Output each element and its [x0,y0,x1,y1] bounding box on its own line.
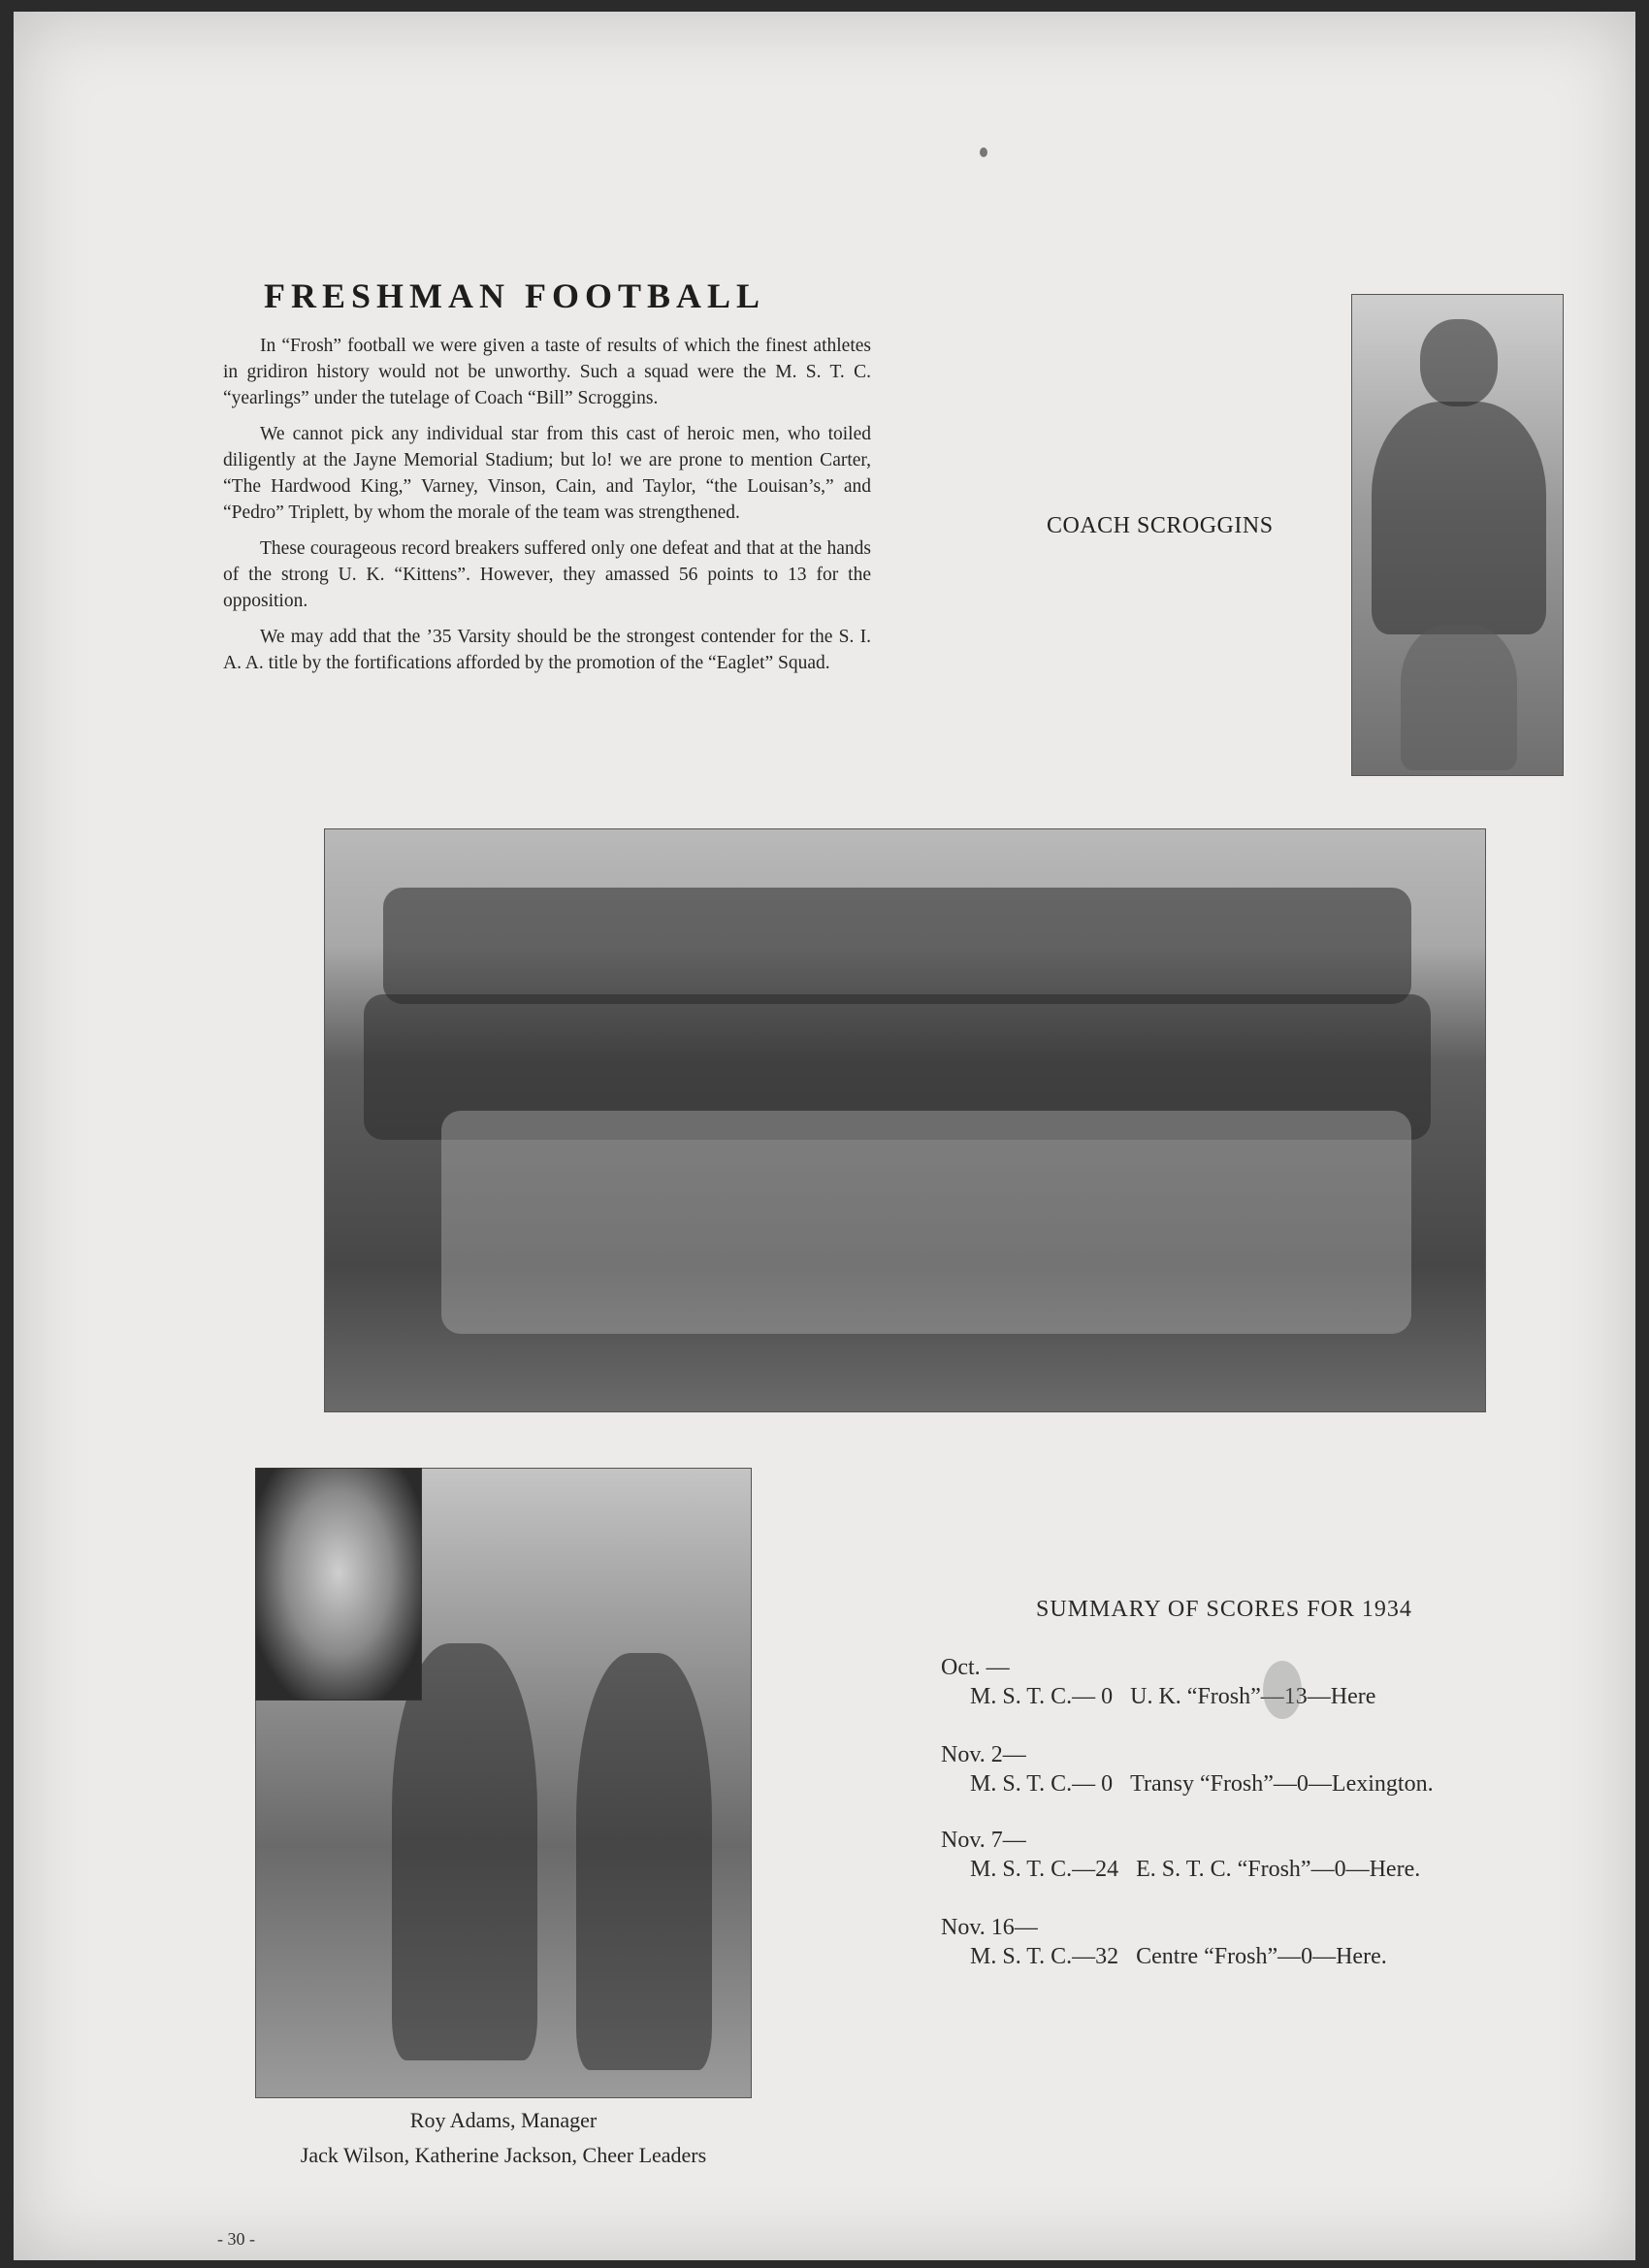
coach-caption: COACH SCROGGINS [1047,513,1274,538]
cheerleader-caption-line: Jack Wilson, Katherine Jackson, Cheer Leaders [300,2143,707,2167]
score-entry [941,1740,1434,1798]
score-entry [941,1826,1420,1884]
team-photo [324,828,1486,1412]
manager-caption [208,2103,799,2173]
paragraph: These courageous record breakers suffered only one defeat and that at the hands of the strong U. K. “Kittens”. However, they amassed 56 points to 13 for the opposition. [223,538,871,611]
game-result: M. S. T. C.—32 Centre “Frosh”—0—Here. [970,1944,1387,1969]
game-date: Nov. 7— [941,1828,1026,1853]
game-result: M. S. T. C.— 0 U. K. “Frosh”—13—Here [970,1684,1376,1709]
paragraph: We may add that the ’35 Varsity should be the strongest contender for the S. I. A. A. title by the fortifications afforded by the promotion of the “Eaglet” Squad. [223,627,871,673]
scores-heading: SUMMARY OF SCORES FOR 1934 [1036,1597,1412,1622]
page-title: FRESHMAN FOOTBALL [264,276,766,315]
score-entry [941,1653,1375,1711]
score-entry [941,1913,1387,1971]
game-date: Nov. 2— [941,1742,1026,1767]
game-result: M. S. T. C.— 0 Transy “Frosh”—0—Lexington. [970,1771,1434,1797]
paragraph: In “Frosh” football we were given a taste of results of which the finest athletes in gridiron history would not be unworthy. Such a squad were the M. S. T. C. “yearlings” under the tutelage of Coach “Bill” Scroggins. [223,336,871,408]
coach-photo [1351,294,1564,776]
intro-text [223,333,871,686]
page-number: - 30 - [217,2229,255,2249]
game-date: Nov. 16— [941,1915,1038,1940]
game-date: Oct. — [941,1655,1010,1680]
yearbook-page [14,12,1635,2260]
manager-headshot [255,1468,422,1701]
manager-caption-line: Roy Adams, Manager [409,2108,598,2132]
paragraph: We cannot pick any individual star from this cast of heroic men, who toiled diligently at the Jayne Memorial Stadium; but lo! we are prone to mention Carter, “The Hardwood King,” Varney, Vinson, Cain, and Taylor, “the Louisan’s,” and “Pedro” Triplett, by whom the morale of the team was strengthened. [223,424,871,523]
game-result: M. S. T. C.—24 E. S. T. C. “Frosh”—0—Here. [970,1857,1421,1882]
